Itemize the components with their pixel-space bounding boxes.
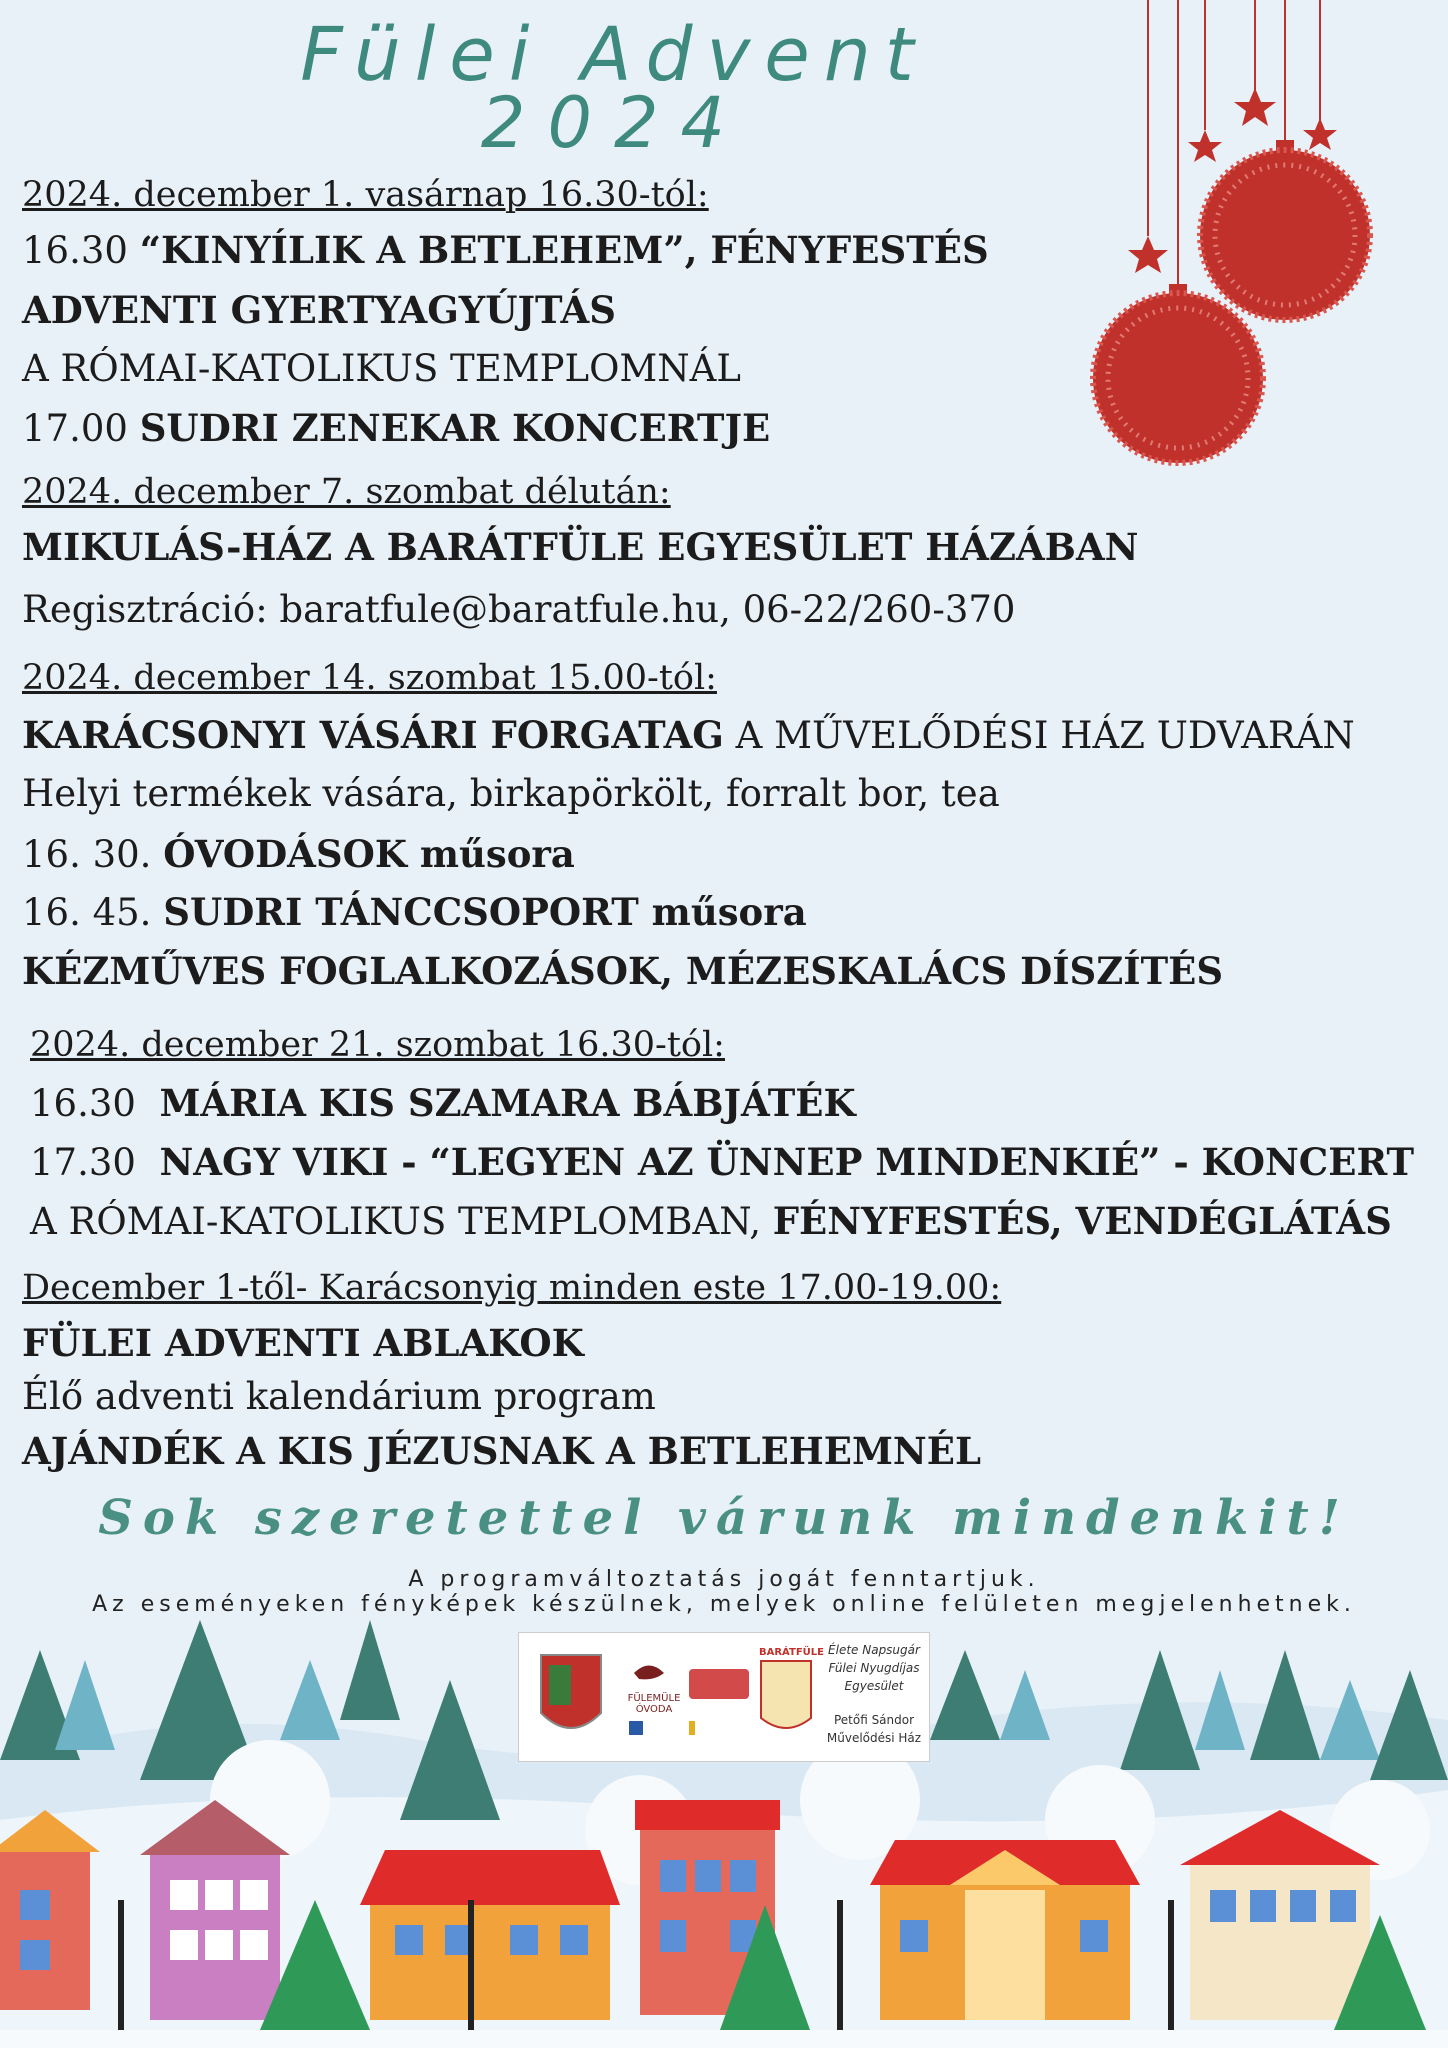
baratfule-logo-label: BARÁTFÜLE (759, 1647, 824, 1658)
pine-tree-icon (55, 1660, 115, 1750)
house-icon (360, 1850, 620, 2020)
street-lamp-icon (837, 1900, 843, 2040)
pine-tree-icon (930, 1650, 1000, 1740)
event2-line1: MIKULÁS-HÁZ A BARÁTFÜLE EGYESÜLET HÁZÁBAN (22, 525, 1139, 569)
nyugdijas-logo-line3: Egyesület (844, 1679, 904, 1693)
muvhaz-logo-line2: Művelődési Ház (826, 1731, 922, 1745)
event4-date: 2024. december 21. szombat 16.30-tól: (30, 1025, 725, 1065)
muvhaz-logo-line1: Petőfi Sándor (833, 1713, 915, 1727)
street-lamp-icon (118, 1900, 124, 2040)
event4-line2: 17.30 NAGY VIKI - “LEGYEN AZ ÜNNEP MINDENKIÉ” - KONCERT (30, 1140, 1415, 1184)
pine-tree-icon (280, 1660, 340, 1740)
event1-line1: 16.30 “KINYÍLIK A BETLEHEM”, FÉNYFESTÉS (22, 228, 989, 272)
event3-line2: Helyi termékek vására, birkapörkölt, forralt bor, tea (22, 772, 1000, 815)
street-lamp-icon (468, 1900, 474, 2040)
nyugdijas-logo-line1: Élete Napsugár (828, 1643, 920, 1657)
event4-line3: A RÓMAI-KATOLIKUS TEMPLOMBAN, FÉNYFESTÉS, VENDÉGLÁTÁS (30, 1199, 1392, 1243)
bird-logo-icon (634, 1666, 664, 1680)
event3-date: 2024. december 14. szombat 15.00-tól: (22, 658, 717, 698)
event3-line3: 16. 30. ÓVODÁSOK műsora (22, 832, 575, 876)
event1-line3: A RÓMAI-KATOLIKUS TEMPLOMNÁL (22, 347, 741, 390)
pine-tree-icon (1000, 1670, 1050, 1740)
pine-tree-icon (340, 1620, 400, 1720)
event2-line2: Regisztráció: baratfule@baratfule.hu, 06-22/260-370 (22, 588, 1016, 631)
page-title-year: 2024 (480, 82, 748, 164)
event5-line3: AJÁNDÉK A KIS JÉZUSNAK A BETLEHEMNÉL (22, 1429, 981, 1473)
small-logo-icon (629, 1721, 643, 1735)
event3-line5: KÉZMŰVES FOGLALKOZÁSOK, MÉZESKALÁCS DÍSZÍTÉS (22, 949, 1224, 993)
disclaimer-note-2: Az eseményeken fényképek készülnek, melyek online felületen megjelenhetnek. (92, 1592, 1356, 1617)
event1-line4: 17.00 SUDRI ZENEKAR KONCERTJE (22, 406, 771, 450)
disclaimer-note-1: A programváltoztatás jogát fenntartjuk. (408, 1567, 1040, 1592)
event1-date: 2024. december 1. vasárnap 16.30-tól: (22, 175, 709, 215)
event3-line1: KARÁCSONYI VÁSÁRI FORGATAG A MŰVELŐDÉSI HÁZ UDVARÁN (22, 713, 1355, 757)
event5-line1: FÜLEI ADVENTI ABLAKOK (22, 1321, 584, 1365)
ovoda-logo-label: FÜLEMÜLE ÓVODA (627, 1693, 681, 1715)
event5-line2: Élő adventi kalendárium program (22, 1375, 656, 1418)
event2-date: 2024. december 7. szombat délután: (22, 472, 671, 512)
event5-date: December 1-től- Karácsonyig minden este 17.00-19.00: (22, 1268, 1002, 1308)
event1-line2: ADVENTI GYERTYAGYÚJTÁS (22, 288, 616, 332)
closing-message: Sok szeretettel várunk mindenkit! (98, 1490, 1350, 1546)
festival-logo-icon (689, 1669, 749, 1699)
event3-line4: 16. 45. SUDRI TÁNCCSOPORT műsora (22, 890, 807, 934)
event4-line1: 16.30 MÁRIA KIS SZAMARA BÁBJÁTÉK (30, 1081, 856, 1125)
nyugdijas-logo-line2: Fülei Nyugdíjas (828, 1661, 920, 1675)
baratfule-logo-icon (761, 1661, 811, 1728)
page-title: Fülei Advent (300, 12, 928, 98)
house-icon (870, 1840, 1140, 2020)
small-logo-icon (689, 1721, 695, 1735)
sponsor-logos-panel (518, 1632, 930, 1762)
street-lamp-icon (1168, 1900, 1174, 2040)
